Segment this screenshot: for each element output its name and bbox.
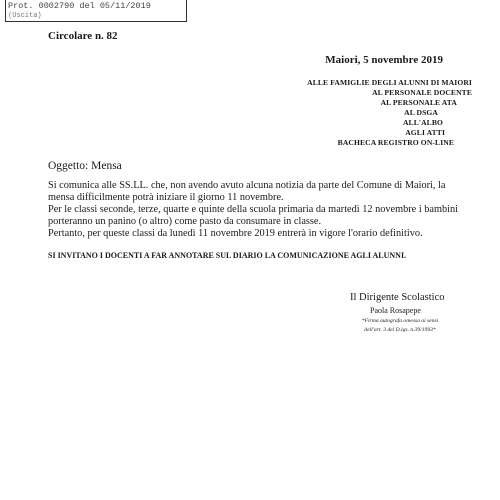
body-line: Si comunica alle SS.LL. che, non avendo avuto alcuna notizia da parte del Comune di Maiori, la <box>48 180 446 191</box>
recipient-item: AL PERSONALE ATA <box>380 98 457 107</box>
notice-text: SI INVITANO I DOCENTI A FAR ANNOTARE SUL DIARIO LA COMUNICAZIONE AGLI ALUNNI. <box>48 251 407 260</box>
signature-name: Paola Rosapepe <box>370 306 421 315</box>
signature-note <box>345 317 455 335</box>
protocol-direction: (Uscita) <box>8 12 42 20</box>
body-line: Pertanto, per queste classi da lunedì 11 novembre 2019 entrerà in vigore l'orario definitivo. <box>48 228 423 239</box>
signature-note-line: *Firma autografa omessa ai sensi <box>361 318 439 324</box>
subject-line: Oggetto: Mensa <box>48 160 122 172</box>
protocol-stamp <box>5 0 187 22</box>
protocol-number: Prot. 0002790 del 05/11/2019 <box>8 1 151 11</box>
signature-title: Il Dirigente Scolastico <box>350 292 445 303</box>
signature-note-line: dell'art. 3 del D.lgs. n.39/1993* <box>364 327 436 333</box>
body-line: porteranno un panino (o altro) come pasto da consumare in classe. <box>48 216 322 227</box>
circular-number: Circolare n. 82 <box>48 30 118 42</box>
recipient-item: ALL'ALBO <box>402 118 443 127</box>
body-line: mensa difficilmente potrà iniziare il giorno 11 novembre. <box>48 192 284 203</box>
recipient-item: AL PERSONALE DOCENTE <box>372 88 472 97</box>
recipient-item: AGLI ATTI <box>405 128 445 137</box>
recipient-item: AL DSGA <box>404 108 438 117</box>
recipient-item: BACHECA REGISTRO ON-LINE <box>337 138 454 147</box>
recipient-item: ALLE FAMIGLIE DEGLI ALUNNI DI MAIORI <box>307 78 472 87</box>
place-date: Maiori, 5 novembre 2019 <box>325 54 443 66</box>
body-line: Per le classi seconde, terze, quarte e quinte della scuola primaria da martedì 12 novembre i bambini <box>48 204 459 215</box>
